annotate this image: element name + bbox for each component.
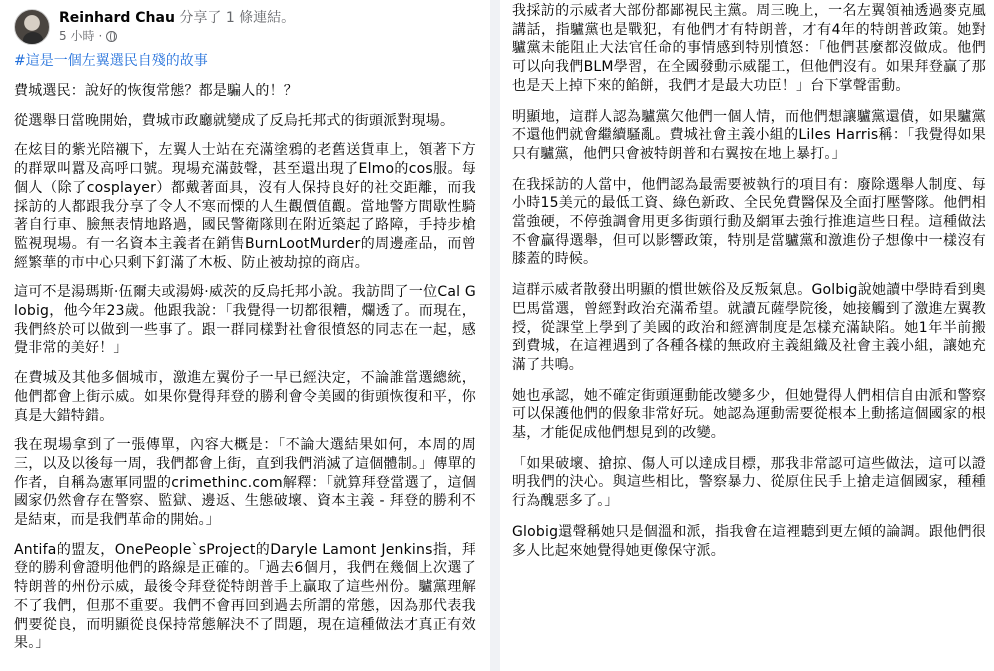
post-paragraph: Antifa的盟友，OnePeople`sProject的Daryle Lamont Jenkins指，拜登的勝利會證明他們的路線是正確的。「過去6個月，我們在幾個上次選了特朗普的州份示威，最後令拜登從特朗普手上贏取了這些州份。驢黨理解不了我們，但那不重要。我們不會再回到過去所謂的常態，因為那代表我們要從良，而明顯從良保持常態解決不了問題，現在這種做法才真正有效果。」 [14, 541, 476, 652]
post-paragraph: Globig還聲稱她只是個溫和派，指我會在這裡聽到更左傾的論調。跟他們很多人比起來她覺得她更像保守派。 [512, 523, 986, 559]
post-paragraph: 這群示威者散發出明顯的慣世嫉俗及反叛氣息。Golbig說她讀中學時看到奧巴馬當選，曾經對政治充滿希望。就讀瓦薩學院後，她接觸到了激進左翼教授，從課堂上學到了美國的政治和經濟制度是怎樣充滿缺陷。她1年半前搬到費城，在這裡遇到了各種各樣的無政府主義組織及社會主義小組，讓她充滿了共鳴。 [512, 282, 986, 373]
post-paragraph: 在炫目的紫光陪襯下，左翼人士站在充滿塗鴉的老舊送貨車上，領著下方的群眾叫囂及高呼口號。現場充滿鼓聲，甚至還出現了Elmo的cos服。每個人（除了cosplayer）都戴著面具，沒有人保持良好的社交距離，而我採訪的人都跟我分享了令人不寒而慄的人生觀價值觀。當地警方間歇性騎著自行車、臉無表情地路過，國民警衛隊則在附近築起了路障，手持步槍監視現場。有一名資本主義者在銷售BurnLootMurder的周邊產品，而曾經繁華的市中心只剩下釘滿了木板、防止被劫掠的商店。 [14, 142, 476, 271]
avatar[interactable] [14, 9, 50, 45]
post-paragraph: 我在現場拿到了一張傳單，內容大概是：「不論大選結果如何，本周的周三，以及以後每一周，我們都會上街，直到我們消滅了這個體制。」傳單的作者，自稱為憲軍同盟的crimethinc.com解釋：「就算拜登當選了，這個國家仍然會存在警察、監獄、邊返、生態破壞、資本主義 - 拜登的勝利不是結束，而是我們革命的開始。」 [14, 437, 476, 529]
post-meta [59, 28, 295, 44]
hashtag-link[interactable]: #這是一個左翼選民自殘的故事 [14, 53, 208, 69]
shared-link-text: 分享了 1 條連結。 [174, 10, 296, 26]
post-right-column [500, 0, 994, 671]
author-name[interactable]: Reinhard Chau [59, 10, 175, 26]
post-paragraph: 她也承認，她不確定街頭運動能改變多少，但她覺得人們相信自由派和警察可以保護他們的假象非常好玩。她認為運動需要從根本上動搖這個國家的根基，才能促成他們想見到的改變。 [512, 387, 986, 442]
globe-icon[interactable] [106, 31, 117, 42]
post-paragraph: 「如果破壞、搶掠、傷人可以達成目標，那我非常認可這些做法，這可以證明我們的決心。與這些相比，警察暴力、從原住民手上搶走這個國家，種種行為醜惡多了。」 [512, 455, 986, 510]
post-paragraph: 這可不是湯瑪斯·伍爾夫或湯姆·威茨的反烏托邦小說。我訪問了一位Cal Globig，他今年23歲。他跟我說：「我覺得一切都很糟，爛透了。而現在，我們終於可以做到一些事了。跟一群同樣對社會很憤怒的同志在一起，感覺非常的美好！」 [14, 284, 476, 357]
post-paragraph: 從選舉日當晚開始，費城市政廳就變成了反烏托邦式的街頭派對現場。 [14, 112, 455, 129]
post-paragraph: 在費城及其他多個城市，激進左翼份子一早已經決定，不論誰當選總統，他們都會上街示威。如果你覺得拜登的勝利會令美國的街頭恢復和平，你真是大錯特錯。 [14, 370, 476, 424]
post-left-column [0, 0, 490, 671]
post-header [14, 0, 476, 50]
post-paragraph: 在我採訪的人當中，他們認為最需要被執行的項目有：廢除選舉人制度、每小時15美元的最低工資、綠色新政、全民免費醫保及全面打壓警隊。他們相當強硬，不停強調會用更多街頭行動及網軍去強行推進這些日程。這種做法不會贏得選舉，但可以影響政策，特別是當驢黨和激進份子想像中一樣沒有膝蓋的時候。 [512, 176, 986, 268]
post-paragraph: 我採訪的示威者大部份都鄙視民主黨。周三晚上，一名左翼領袖透過麥克風講話，指驢黨也是戰犯，有他們才有特朗普，才有4年的特朗普政策。她對驢黨未能阻止大法官任命的事情感到特別憤怒：「他們甚麼都沒做成。他們可以向我們BLM學習，在全國發動示威罷工，但他們沒有。如果拜登贏了那也是天上掉下來的餡餅，我們才是最大功臣！」台下掌聲雷動。 [512, 3, 986, 94]
author-line [59, 9, 295, 27]
post-paragraph: 費城選民：說好的恢復常態？都是騙人的！？ [14, 83, 298, 99]
post-paragraph: 明顯地，這群人認為驢黨欠他們一個人情，而他們想讓驢黨還債，如果驢黨不還他們就會繼續騷亂。費城社會主義小組的Liles Harris稱：「我覺得如果只有驢黨，他們只會被特朗普和右翼按在地上暴打。」 [512, 108, 986, 162]
post-header-text [59, 9, 295, 44]
meta-separator: · [98, 29, 103, 43]
post-timestamp[interactable]: 5 小時 [59, 29, 95, 43]
